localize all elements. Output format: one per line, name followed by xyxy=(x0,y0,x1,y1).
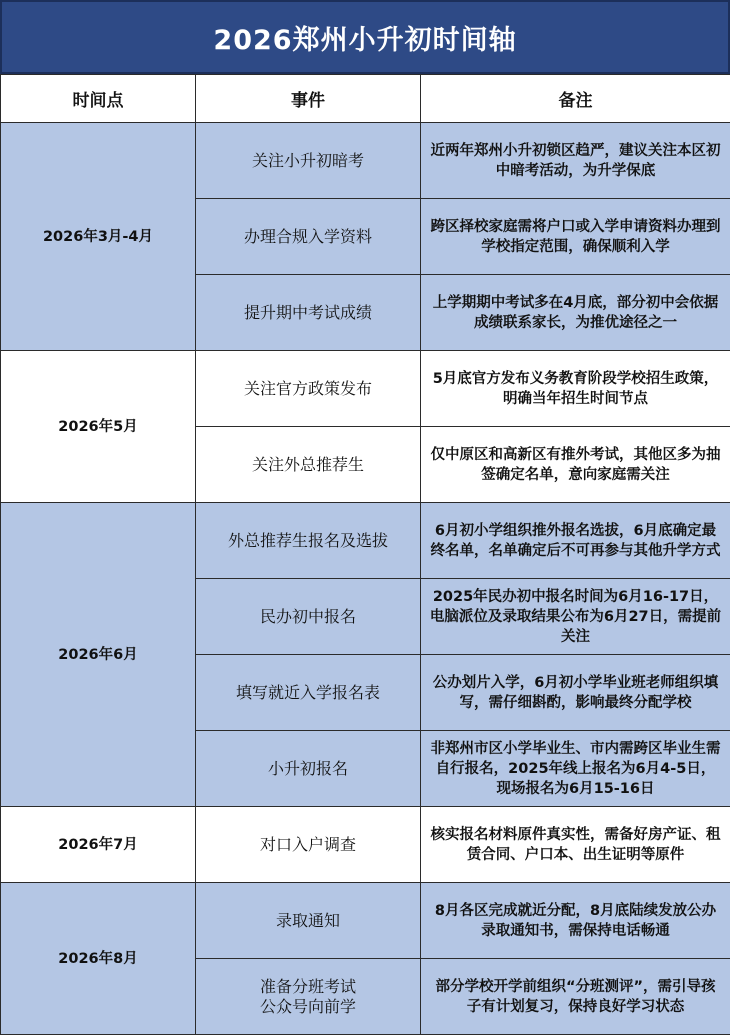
header-time: 时间点 xyxy=(1,75,196,123)
event-cell: 准备分班考试 公众号向前学 xyxy=(196,959,421,1035)
table-header-row xyxy=(1,75,730,123)
note-cell: 2025年民办初中报名时间为6月16-17日，电脑派位及录取结果公布为6月27日，需提前关注 xyxy=(421,579,730,655)
note-cell: 部分学校开学前组织“分班测评”，需引导孩子有计划复习，保持良好学习状态 xyxy=(421,959,730,1035)
note-cell: 上学期期中考试多在4月底，部分初中会依据成绩联系家长，为推优途径之一 xyxy=(421,275,730,351)
time-cell: 2026年6月 xyxy=(1,503,196,807)
event-cell: 外总推荐生报名及选拔 xyxy=(196,503,421,579)
note-cell: 近两年郑州小升初锁区趋严，建议关注本区初中暗考活动，为升学保底 xyxy=(421,123,730,199)
note-cell: 公办划片入学，6月初小学毕业班老师组织填写，需仔细斟酌，影响最终分配学校 xyxy=(421,655,730,731)
table-row xyxy=(1,351,730,427)
note-cell: 8月各区完成就近分配，8月底陆续发放公办录取通知书，需保持电话畅通 xyxy=(421,883,730,959)
table-row xyxy=(1,883,730,959)
note-cell: 跨区择校家庭需将户口或入学申请资料办理到学校指定范围，确保顺利入学 xyxy=(421,199,730,275)
table-row xyxy=(1,807,730,883)
note-cell: 非郑州市区小学毕业生、市内需跨区毕业生需自行报名，2025年线上报名为6月4-5日，现场报名为6月15-16日 xyxy=(421,731,730,807)
event-cell: 民办初中报名 xyxy=(196,579,421,655)
event-cell: 填写就近入学报名表 xyxy=(196,655,421,731)
note-cell: 5月底官方发布义务教育阶段学校招生政策，明确当年招生时间节点 xyxy=(421,351,730,427)
table-row xyxy=(1,123,730,199)
timeline-table xyxy=(0,74,730,1035)
header-event: 事件 xyxy=(196,75,421,123)
event-cell: 关注小升初暗考 xyxy=(196,123,421,199)
note-cell: 核实报名材料原件真实性，需备好房产证、租赁合同、户口本、出生证明等原件 xyxy=(421,807,730,883)
table-row xyxy=(1,503,730,579)
event-cell: 关注外总推荐生 xyxy=(196,427,421,503)
time-cell: 2026年8月 xyxy=(1,883,196,1035)
event-cell: 关注官方政策发布 xyxy=(196,351,421,427)
event-cell: 小升初报名 xyxy=(196,731,421,807)
time-cell: 2026年7月 xyxy=(1,807,196,883)
event-cell: 提升期中考试成绩 xyxy=(196,275,421,351)
header-note: 备注 xyxy=(421,75,730,123)
note-cell: 6月初小学组织推外报名选拔，6月底确定最终名单，名单确定后不可再参与其他升学方式 xyxy=(421,503,730,579)
event-cell: 对口入户调查 xyxy=(196,807,421,883)
event-cell: 办理合规入学资料 xyxy=(196,199,421,275)
time-cell: 2026年5月 xyxy=(1,351,196,503)
event-cell: 录取通知 xyxy=(196,883,421,959)
note-cell: 仅中原区和高新区有推外考试，其他区多为抽签确定名单，意向家庭需关注 xyxy=(421,427,730,503)
time-cell: 2026年3月-4月 xyxy=(1,123,196,351)
page-title: 2026郑州小升初时间轴 xyxy=(0,0,730,74)
